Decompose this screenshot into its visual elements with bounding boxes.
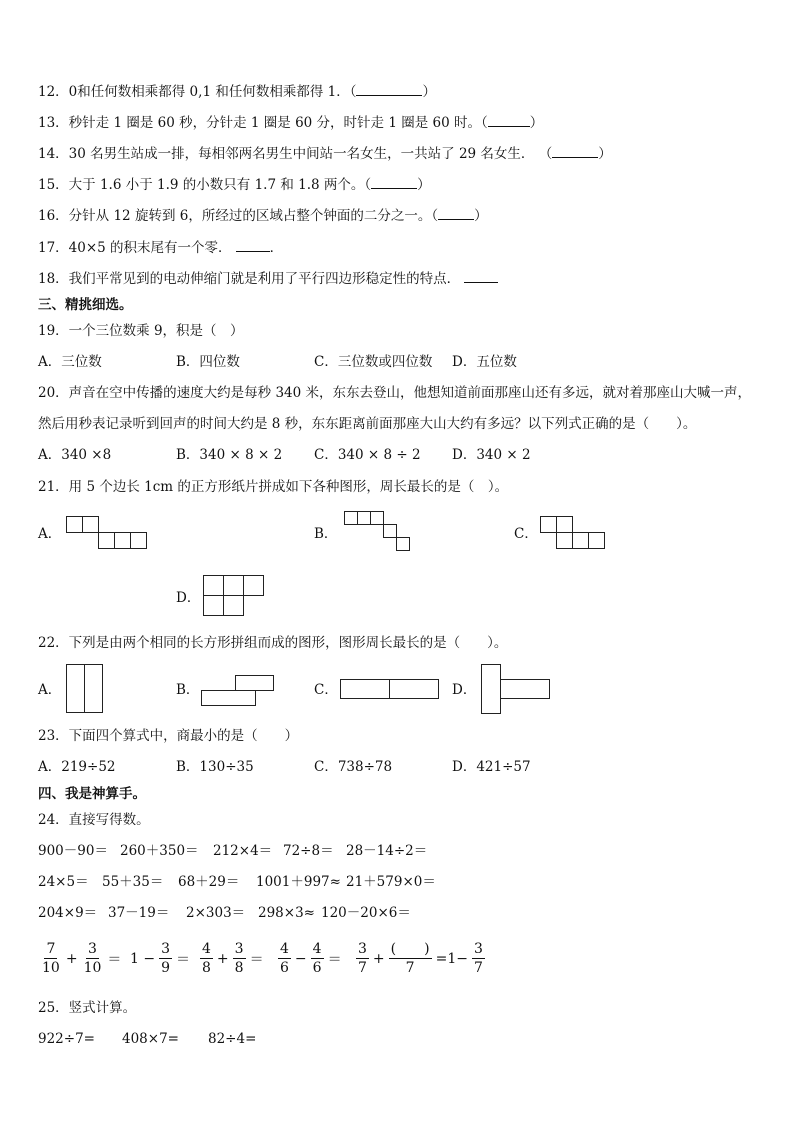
question-text: 15．大于 1.6 小于 1.9 的小数只有 1.7 和 1.8 两个。（: [38, 177, 372, 193]
q21-figure-c: [540, 516, 610, 552]
section-3-title: 三、精挑细选。: [38, 297, 133, 313]
q21-label-a[interactable]: A．: [38, 526, 62, 542]
question-text: 14．30 名男生站成一排，每相邻两名男生中间站一名女生，一共站了 29 名女生． （: [38, 146, 553, 162]
question-20-line1: 20．声音在空中传播的速度大约是每秒 340 米，东东去登山，他想知道前面那座山还有多远，就对着那座山大喊一声，: [38, 385, 752, 401]
q19-option-b[interactable]: B．四位数: [176, 354, 240, 370]
fraction-item-2[interactable]: 1 − $\frac{3}{9}$ ＝: [130, 941, 191, 976]
calc-item[interactable]: 21＋579×0＝: [346, 874, 436, 890]
calc-item[interactable]: 120－20×6＝: [321, 905, 411, 921]
period: ．: [269, 240, 284, 256]
q23-option-a[interactable]: A．219÷52: [38, 759, 116, 775]
paren-close: ）: [417, 177, 431, 193]
q20-option-d[interactable]: D．340 × 2: [452, 447, 531, 463]
question-25-stem: 25．竖式计算。: [38, 1000, 137, 1016]
question-text: 12．0和任何数相乘都得 0,1 和任何数相乘都得 1．（: [38, 84, 357, 100]
answer-blank[interactable]: [464, 270, 498, 283]
question-20-line2: 然后用秒表记录听到回声的时间大约是 8 秒，东东距离前面那座大山大约有多远？以下列式正确的是（ ）。: [38, 416, 697, 432]
q23-option-b[interactable]: B．130÷35: [176, 759, 254, 775]
q22-label-d[interactable]: D．: [452, 682, 477, 698]
answer-blank[interactable]: [438, 207, 474, 220]
calc-item[interactable]: 28－14÷2＝: [346, 843, 428, 859]
answer-blank[interactable]: [488, 114, 530, 127]
question-17: [38, 239, 283, 257]
paren-close: ）: [422, 84, 436, 100]
question-21-stem: 21．用 5 个边长 1cm 的正方形纸片拼成如下各种图形，周长最长的是（ ）。: [38, 479, 509, 495]
calc-item[interactable]: 37－19＝: [108, 905, 170, 921]
section-4-title: 四、我是神算手。: [38, 786, 146, 802]
question-15: [38, 176, 431, 194]
fraction-item-5[interactable]: $\frac{3}{7}$ + $\frac{( )}{7}$ =1− $\frac{3}{7}$: [358, 941, 483, 976]
q21-label-c[interactable]: C．: [514, 526, 538, 542]
q23-option-c[interactable]: C．738÷78: [314, 759, 393, 775]
q19-option-d[interactable]: D．五位数: [452, 354, 517, 370]
calc-item[interactable]: 298×3≈: [258, 905, 315, 921]
q22-label-c[interactable]: C．: [314, 682, 338, 698]
calc-item[interactable]: 2×303＝: [186, 905, 246, 921]
q22-figure-b: [201, 675, 277, 709]
q21-figure-d: [203, 575, 269, 619]
question-22-stem: 22．下列是由两个相同的长方形拼组而成的图形，图形周长最长的是（ ）。: [38, 635, 508, 651]
fraction-blank[interactable]: ( ): [390, 941, 430, 957]
q19-option-c[interactable]: C．三位数或四位数: [314, 354, 433, 370]
q20-option-a[interactable]: A．340 ×8: [38, 447, 112, 463]
answer-blank[interactable]: [236, 239, 270, 252]
fraction-item-1[interactable]: $\frac{7}{10}$ + $\frac{3}{10}$ ＝: [42, 941, 122, 976]
question-text: 16．分针从 12 旋转到 6，所经过的区域占整个钟面的二分之一。（: [38, 208, 439, 224]
question-14: [38, 145, 612, 163]
question-text: 13．秒针走 1 圈是 60 秒，分针走 1 圈是 60 分，时针走 1 圈是 60 时。（: [38, 115, 488, 131]
q22-figure-d: [481, 664, 553, 716]
calc-item[interactable]: 900－90＝: [38, 843, 108, 859]
q19-option-a[interactable]: A．三位数: [38, 354, 102, 370]
question-23-stem: 23．下面四个算式中，商最小的是（ ）: [38, 728, 299, 744]
q23-option-d[interactable]: D．421÷57: [452, 759, 531, 775]
q22-label-a[interactable]: A．: [38, 682, 62, 698]
q21-figure-b: [344, 511, 416, 555]
q20-option-b[interactable]: B．340 × 8 × 2: [176, 447, 283, 463]
vertical-calc-item[interactable]: 82÷4=: [208, 1031, 257, 1047]
question-16: [38, 207, 488, 225]
question-text: 17．40×5 的积末尾有一个零．: [38, 240, 232, 256]
q21-figure-a: [66, 516, 150, 550]
q20-option-c[interactable]: C．340 × 8 ÷ 2: [314, 447, 421, 463]
answer-blank[interactable]: [356, 83, 422, 96]
q21-label-b[interactable]: B．: [314, 526, 338, 542]
vertical-calc-item[interactable]: 408×7=: [122, 1031, 179, 1047]
question-18: [38, 270, 498, 288]
calc-item[interactable]: 212×4＝: [213, 843, 273, 859]
fraction-item-3[interactable]: $\frac{4}{8}$ + $\frac{3}{8}$ ＝: [202, 941, 264, 976]
vertical-calc-item[interactable]: 922÷7=: [38, 1031, 95, 1047]
q21-label-d[interactable]: D．: [176, 590, 201, 606]
paren-close: ）: [474, 208, 488, 224]
calc-item[interactable]: 72÷8＝: [283, 843, 334, 859]
calc-item[interactable]: 1001＋997≈: [256, 874, 341, 890]
paren-close: ）: [598, 146, 612, 162]
question-19-stem: 19．一个三位数乘 9，积是（ ）: [38, 323, 244, 339]
question-24-stem: 24．直接写得数。: [38, 812, 150, 828]
q22-figure-c: [340, 679, 442, 701]
answer-blank[interactable]: [552, 145, 598, 158]
question-13: [38, 114, 543, 132]
calc-item[interactable]: 204×9＝: [38, 905, 98, 921]
answer-blank[interactable]: [371, 176, 417, 189]
q22-figure-a: [66, 664, 108, 716]
calc-item[interactable]: 260＋350＝: [120, 843, 199, 859]
calc-item[interactable]: 55＋35＝: [102, 874, 164, 890]
paren-close: ）: [529, 115, 544, 131]
question-12: [38, 83, 436, 101]
calc-item[interactable]: 68＋29＝: [178, 874, 240, 890]
calc-item[interactable]: 24×5＝: [38, 874, 89, 890]
fraction-item-4[interactable]: $\frac{4}{6}$ − $\frac{4}{6}$ ＝: [280, 941, 342, 976]
question-text: 18．我们平常见到的电动伸缩门就是利用了平行四边形稳定性的特点．: [38, 271, 461, 287]
q22-label-b[interactable]: B．: [176, 682, 200, 698]
